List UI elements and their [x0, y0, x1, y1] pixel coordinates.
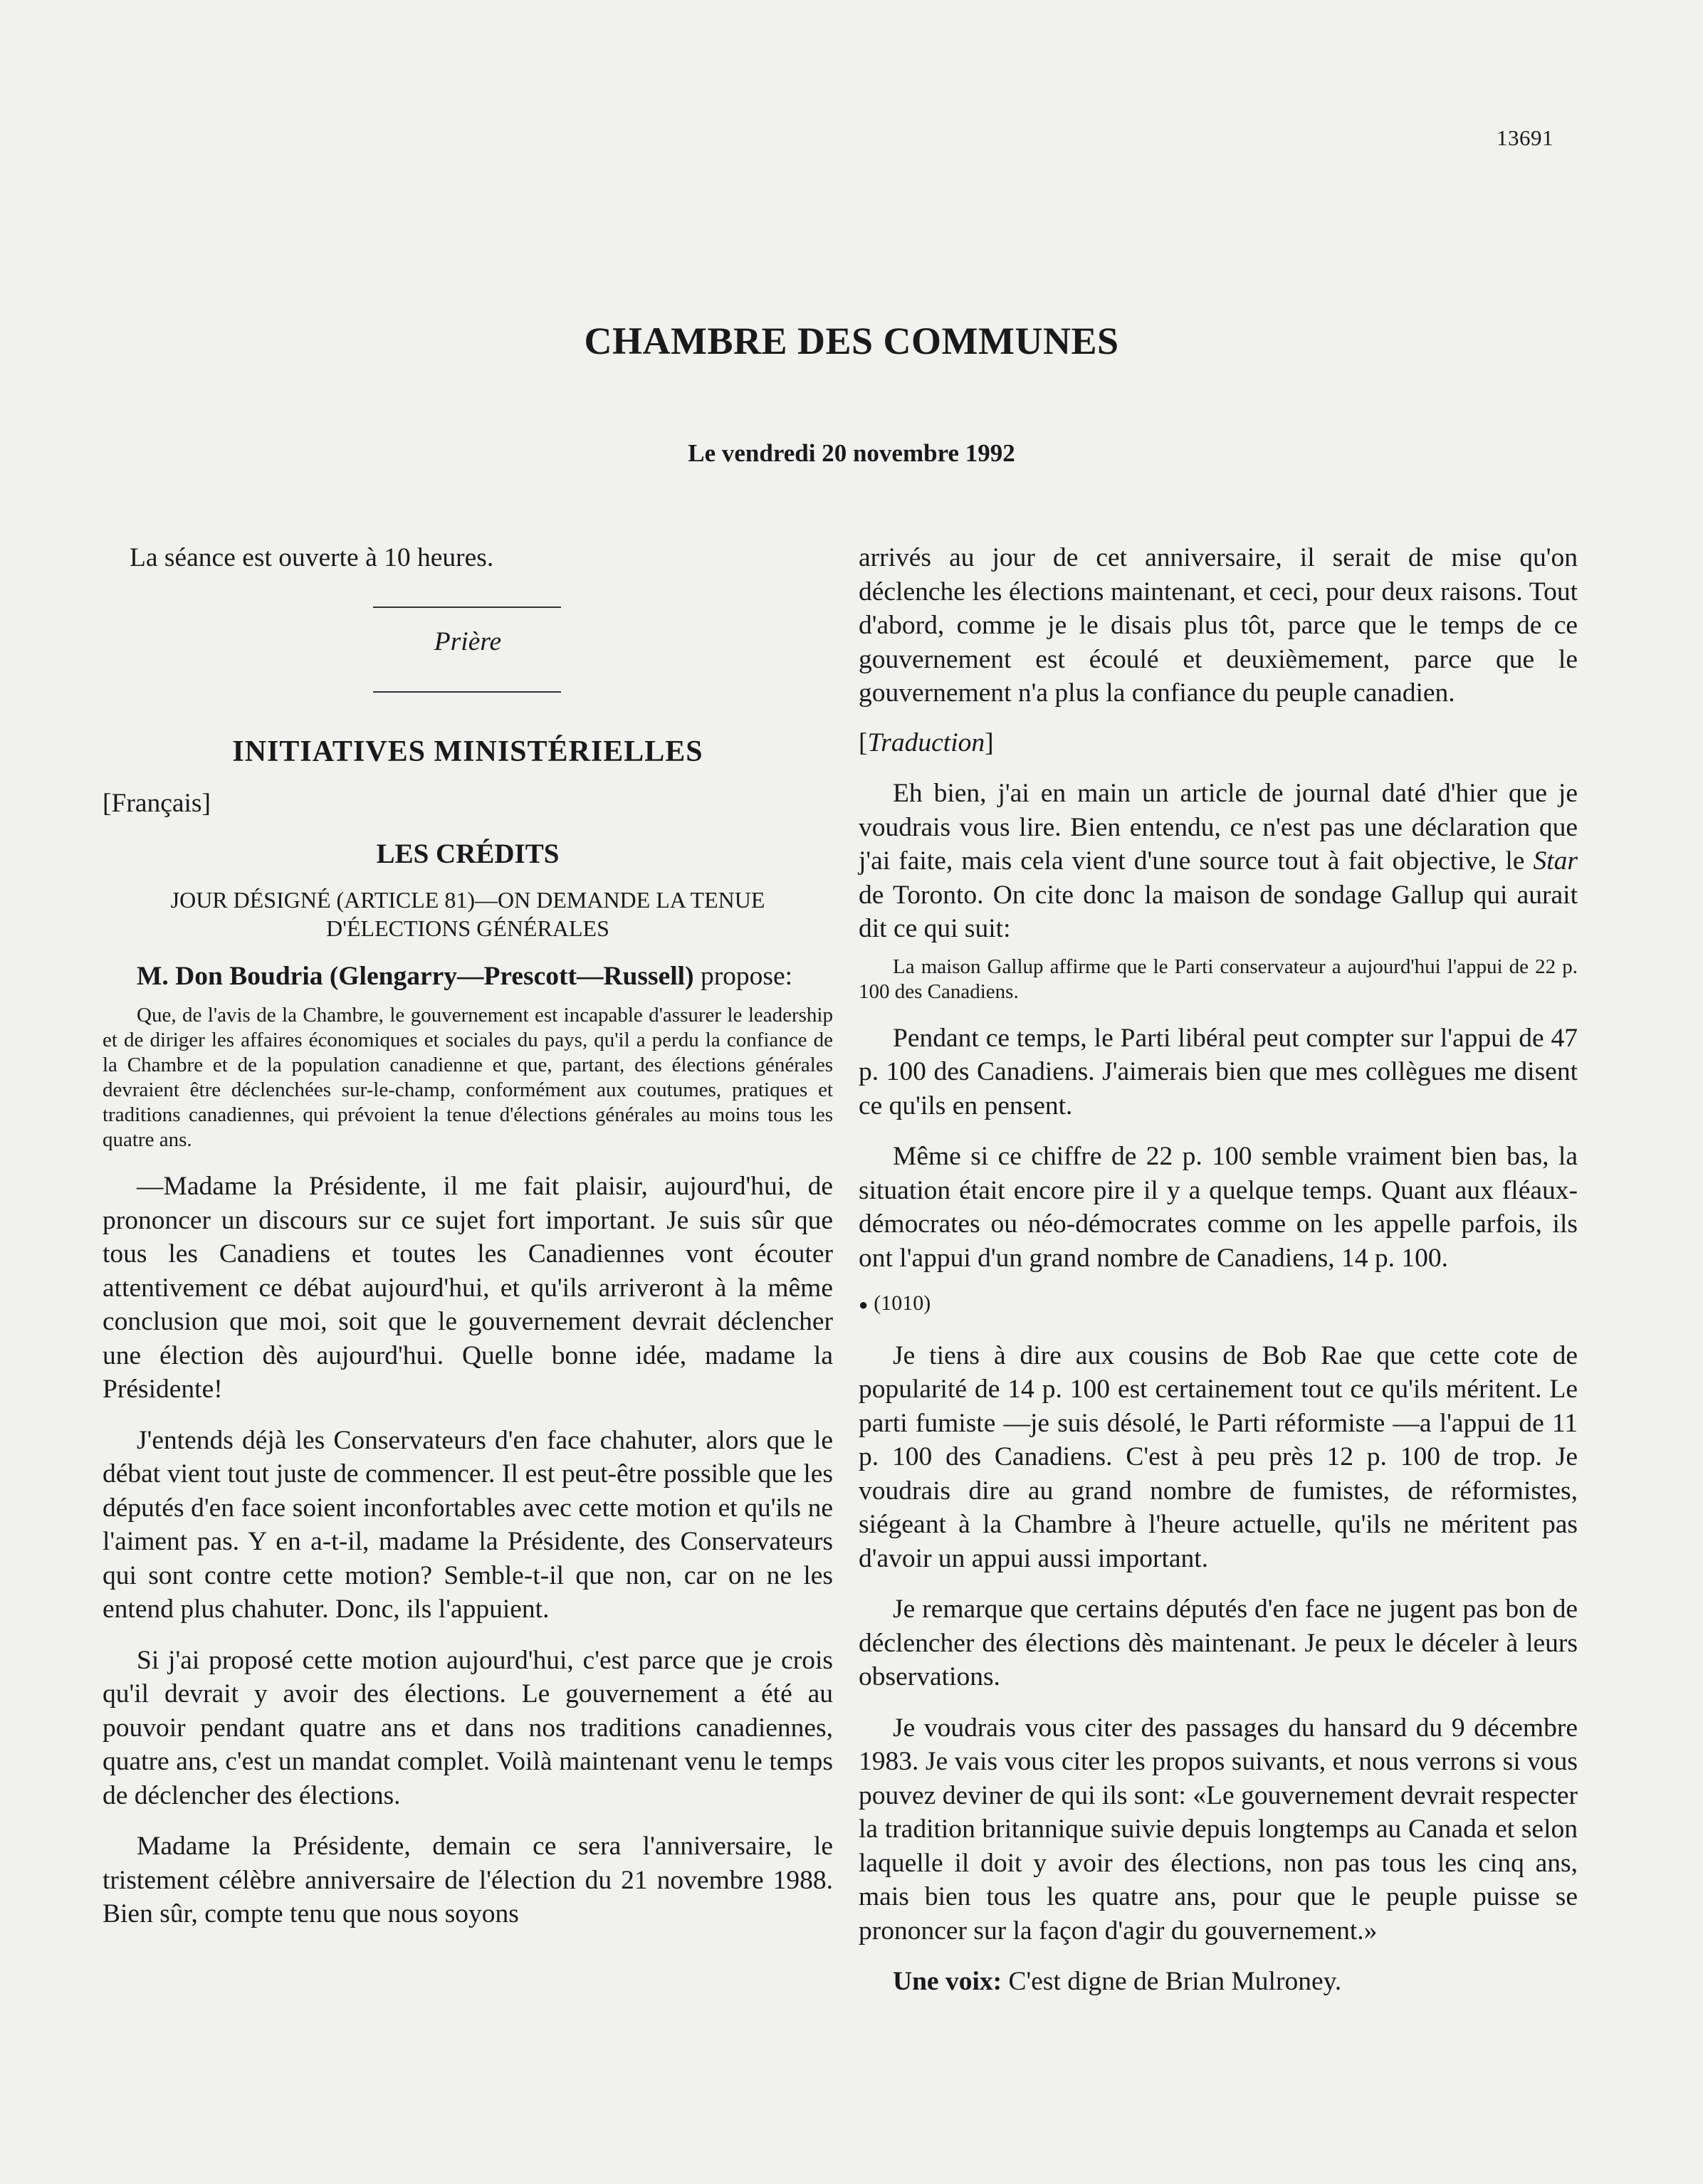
- time-marker: [859, 1286, 1578, 1322]
- text-span: Eh bien, j'ai en main un article de journal daté d'hier que je voudrais vous lire. Bien entendu, ce n'est pas une déclaration que j'ai faite, mais cela vient d'une source tout à fait objective, le: [859, 779, 1578, 876]
- speech-paragraph: J'entends déjà les Conservateurs d'en face chahuter, alors que le débat vient tout juste de commencer. Il est peut-être possible que les députés d'en face soient inconfortables avec cette motion et qu'ils ne l'aiment pas. Y en a-t-il, madame la Présidente, des Conservateurs qui sont contre cette motion? Semble-t-il que non, car on ne les entend plus chahuter. Donc, ils l'appuient.: [103, 1425, 833, 1624]
- right-column: [859, 541, 1578, 1999]
- quote-text: La maison Gallup affirme que le Parti conservateur a aujourd'hui l'appui de 22 p. 100 des Canadiens.: [859, 955, 1578, 1003]
- sub-heading: LES CRÉDITS: [376, 839, 560, 869]
- sitting-date: Le vendredi 20 novembre 1992: [688, 439, 1015, 467]
- page-number: 13691: [1497, 125, 1553, 150]
- speech-paragraph: —Madame la Présidente, il me fait plaisir, aujourd'hui, de prononcer un discours sur ce sujet fort important. Je suis sûr que tous les Canadiens et toutes les Canadiennes vont écouter attentivement ce débat aujourd'hui, et qu'ils arriveront à la même conclusion que moi, soit que le gouvernement devrait déclencher une élection dès aujourd'hui. Quelle bonne idée, madame la Présidente!: [103, 1172, 833, 1404]
- translation-label: Traduction: [867, 728, 985, 757]
- speech-paragraph: Si j'ai proposé cette motion aujourd'hui, c'est parce que je crois qu'il devrait y avoir des élections. Le gouvernement a été au pouvoir pendant quatre ans et dans nos traditions canadiennes, quatre ans, c'est un mandat complet. Voilà maintenant venu le temps de déclencher des élections.: [103, 1645, 833, 1810]
- speech-paragraph: Même si ce chiffre de 22 p. 100 semble vraiment bien bas, la situation était encore pire il y a quelque temps. Quant aux fléaux-démocrates ou néo-démocrates comme on les appelle parfois, ils ont l'appui d'un grand nombre de Canadiens, 14 p. 100.: [859, 1142, 1578, 1273]
- text-span: de Toronto. On cite donc la maison de sondage Gallup qui aurait dit ce qui suit:: [859, 880, 1578, 943]
- left-column: [103, 541, 833, 1931]
- voice-text: C'est digne de Brian Mulroney.: [1002, 1967, 1342, 1997]
- section-heading: INITIATIVES MINISTÉRIELLES: [232, 735, 703, 768]
- mover-verb: propose:: [693, 961, 793, 991]
- speech-paragraph: Pendant ce temps, le Parti libéral peut compter sur l'appui de 47 p. 100 des Canadiens. J'aimerais bien que mes collègues me disent ce qu'ils en pensent.: [859, 1023, 1578, 1120]
- language-tag: [Français]: [103, 788, 211, 818]
- speech-paragraph: [859, 777, 1578, 946]
- speech-paragraph: Je tiens à dire aux cousins de Bob Rae que cette cote de popularité de 14 p. 100 est certainement tout ce qu'ils méritent. Le parti fumiste —je suis désolé, le Parti réformiste —a l'appui de 11 p. 100 des Canadiens. C'est à peu près 12 p. 100 de trop. Je voudrais dire au grand nombre de fumistes, de réformistes, siégeant à la Chambre à l'heure actuelle, qu'ils ne méritent pas d'avoir un appui aussi important.: [859, 1340, 1578, 1573]
- speech-paragraph: Je remarque que certains députés d'en face ne jugent pas bon de déclencher des élections dès maintenant. Je peux le déceler à leurs observations.: [859, 1595, 1578, 1692]
- mover-paragraph: [103, 960, 833, 994]
- mover-name: M. Don Boudria (Glengarry—Prescott—Russell): [137, 961, 694, 991]
- prayer-label: Prière: [434, 626, 502, 656]
- speech-paragraph: Je voudrais vous citer des passages du hansard du 9 décembre 1983. Je vais vous citer les propos suivants, et nous verrons si vous pouvez deviner de qui ils sont: «Le gouvernement devrait respecter la tradition britannique suivie depuis longtemps au Canada et selon laquelle il doit y avoir des élections, non pas tous les cinq ans, mais bien tous les quatre ans, pour que le peuple puisse se prononcer sur la façon d'agir du gouvernement.»: [859, 1713, 1578, 1946]
- voice-interjection: [859, 1965, 1578, 1999]
- speech-continuation: arrivés au jour de cet anniversaire, il serait de mise qu'on déclenche les élections maintenant, et ceci, pour deux raisons. Tout d'abord, comme je le disais plus tôt, parce que le temps de ce gouvernement est écoulé et deuxièmement, parce que le gouvernement n'a plus la confiance du peuple canadien.: [859, 543, 1578, 708]
- divider-rule: [373, 691, 561, 693]
- bullet-icon: ●: [859, 1296, 869, 1314]
- time-marker-text: (1010): [874, 1291, 931, 1315]
- translation-tag: [Traduction]: [859, 728, 994, 757]
- speech-paragraph: Madame la Présidente, demain ce sera l'anniversaire, le tristement célèbre anniversaire de l'élection du 21 novembre 1988. Bien sûr, compte tenu que nous soyons: [103, 1832, 833, 1928]
- sitting-opening: La séance est ouverte à 10 heures.: [130, 543, 494, 572]
- designated-day-heading: JOUR DÉSIGNÉ (ARTICLE 81)—ON DEMANDE LA TENUE D'ÉLECTIONS GÉNÉRALES: [170, 886, 765, 941]
- page-title: CHAMBRE DES COMMUNES: [584, 320, 1119, 362]
- newspaper-name: Star: [1533, 846, 1578, 876]
- motion-text: Que, de l'avis de la Chambre, le gouvernement est incapable d'assurer le leadership et de diriger les affaires économiques et sociales du pays, qu'il a perdu la confiance de la Chambre et de la population canadienne et que, partant, des élections générales devraient être déclenchées sur-le-champ, conformément aux coutumes, pratiques et traditions canadiennes, qui prévoient la tenue d'élections générales au moins tous les quatre ans.: [103, 1004, 833, 1151]
- voice-speaker: Une voix:: [893, 1967, 1002, 1997]
- divider-rule: [373, 607, 561, 608]
